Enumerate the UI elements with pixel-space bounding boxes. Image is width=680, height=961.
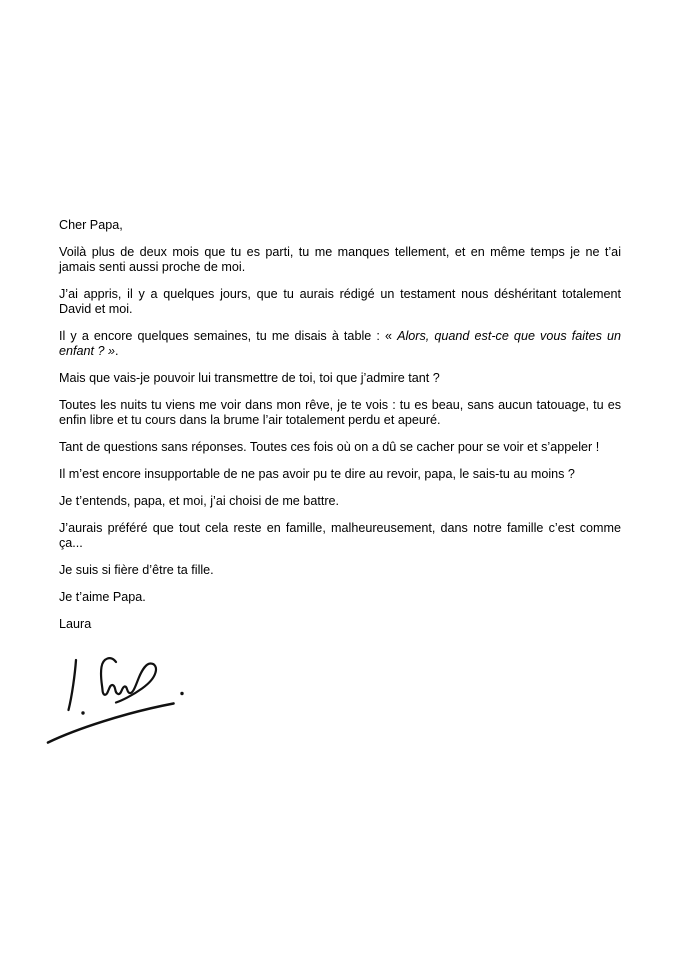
text-line — [59, 467, 621, 482]
text-line — [59, 617, 621, 632]
text-line — [59, 260, 621, 275]
signoff-name — [59, 617, 621, 632]
letter-text: Je t’aime Papa. — [59, 590, 146, 604]
text-line — [59, 245, 621, 260]
paragraph — [59, 329, 621, 359]
signature-underline-stroke — [48, 704, 174, 743]
letter-text: Je t’entends, papa, et moi, j’ai choisi de me battre. — [59, 494, 340, 508]
letter-text: Laura — [59, 617, 92, 631]
signature-initial-stroke — [69, 660, 77, 710]
letter-text: J’ai appris, il y a quelques jours, que tu aurais rédigé un testament nous déshéritant totalement — [59, 287, 621, 301]
letter-text: Voilà plus de deux mois que tu es parti, tu me manques tellement, et en même temps je ne t’ai — [59, 245, 621, 259]
letter-text: J’aurais préféré que tout cela reste en famille, malheureusement, dans notre famille c’est comme — [59, 521, 621, 535]
paragraph — [59, 563, 621, 578]
paragraph — [59, 467, 621, 482]
closing — [59, 590, 621, 605]
text-line — [59, 302, 621, 317]
paragraph — [59, 371, 621, 386]
letter-text: ça... — [59, 536, 83, 550]
text-line — [59, 344, 621, 359]
text-line — [59, 521, 621, 536]
letter-body — [59, 218, 621, 644]
letter-text: Je suis si fière d’être ta fille. — [59, 563, 214, 577]
text-line — [59, 218, 621, 233]
paragraph — [59, 440, 621, 455]
signature-dot — [81, 711, 84, 714]
text-line — [59, 440, 621, 455]
signature-dot — [180, 692, 183, 695]
text-line — [59, 536, 621, 551]
letter-text: jamais senti aussi proche de moi. — [59, 260, 246, 274]
signature-name-stroke — [101, 658, 156, 702]
paragraph — [59, 521, 621, 551]
paragraph — [59, 287, 621, 317]
handwritten-signature — [42, 650, 192, 750]
text-line — [59, 287, 621, 302]
letter-text: Il y a encore quelques semaines, tu me disais à table : « — [59, 329, 398, 343]
letter-text: David et moi. — [59, 302, 133, 316]
text-line — [59, 590, 621, 605]
letter-text: Mais que vais-je pouvoir lui transmettre de toi, toi que j’admire tant ? — [59, 371, 440, 385]
paragraph — [59, 245, 621, 275]
letter-text: Tant de questions sans réponses. Toutes ces fois où on a dû se cacher pour se voir et s’appeler ! — [59, 440, 600, 454]
quoted-italic-text: Alors, quand est-ce que vous faites un — [397, 329, 621, 343]
letter-text: enfin libre et tu cours dans la brume l’air totalement perdu et apeuré. — [59, 413, 441, 427]
letter-text: Cher Papa, — [59, 218, 123, 232]
text-line — [59, 371, 621, 386]
paragraph — [59, 494, 621, 509]
text-line — [59, 413, 621, 428]
letter-text: Toutes les nuits tu viens me voir dans mon rêve, je te vois : tu es beau, sans aucun tatouage, tu es — [59, 398, 621, 412]
letter-text: Il m’est encore insupportable de ne pas avoir pu te dire au revoir, papa, le sais-tu au moins ? — [59, 467, 575, 481]
text-line — [59, 329, 621, 344]
text-line — [59, 563, 621, 578]
text-line — [59, 494, 621, 509]
text-line — [59, 398, 621, 413]
salutation — [59, 218, 621, 233]
paragraph — [59, 398, 621, 428]
quoted-italic-text: enfant ? » — [59, 344, 116, 358]
letter-text: . — [115, 344, 119, 358]
